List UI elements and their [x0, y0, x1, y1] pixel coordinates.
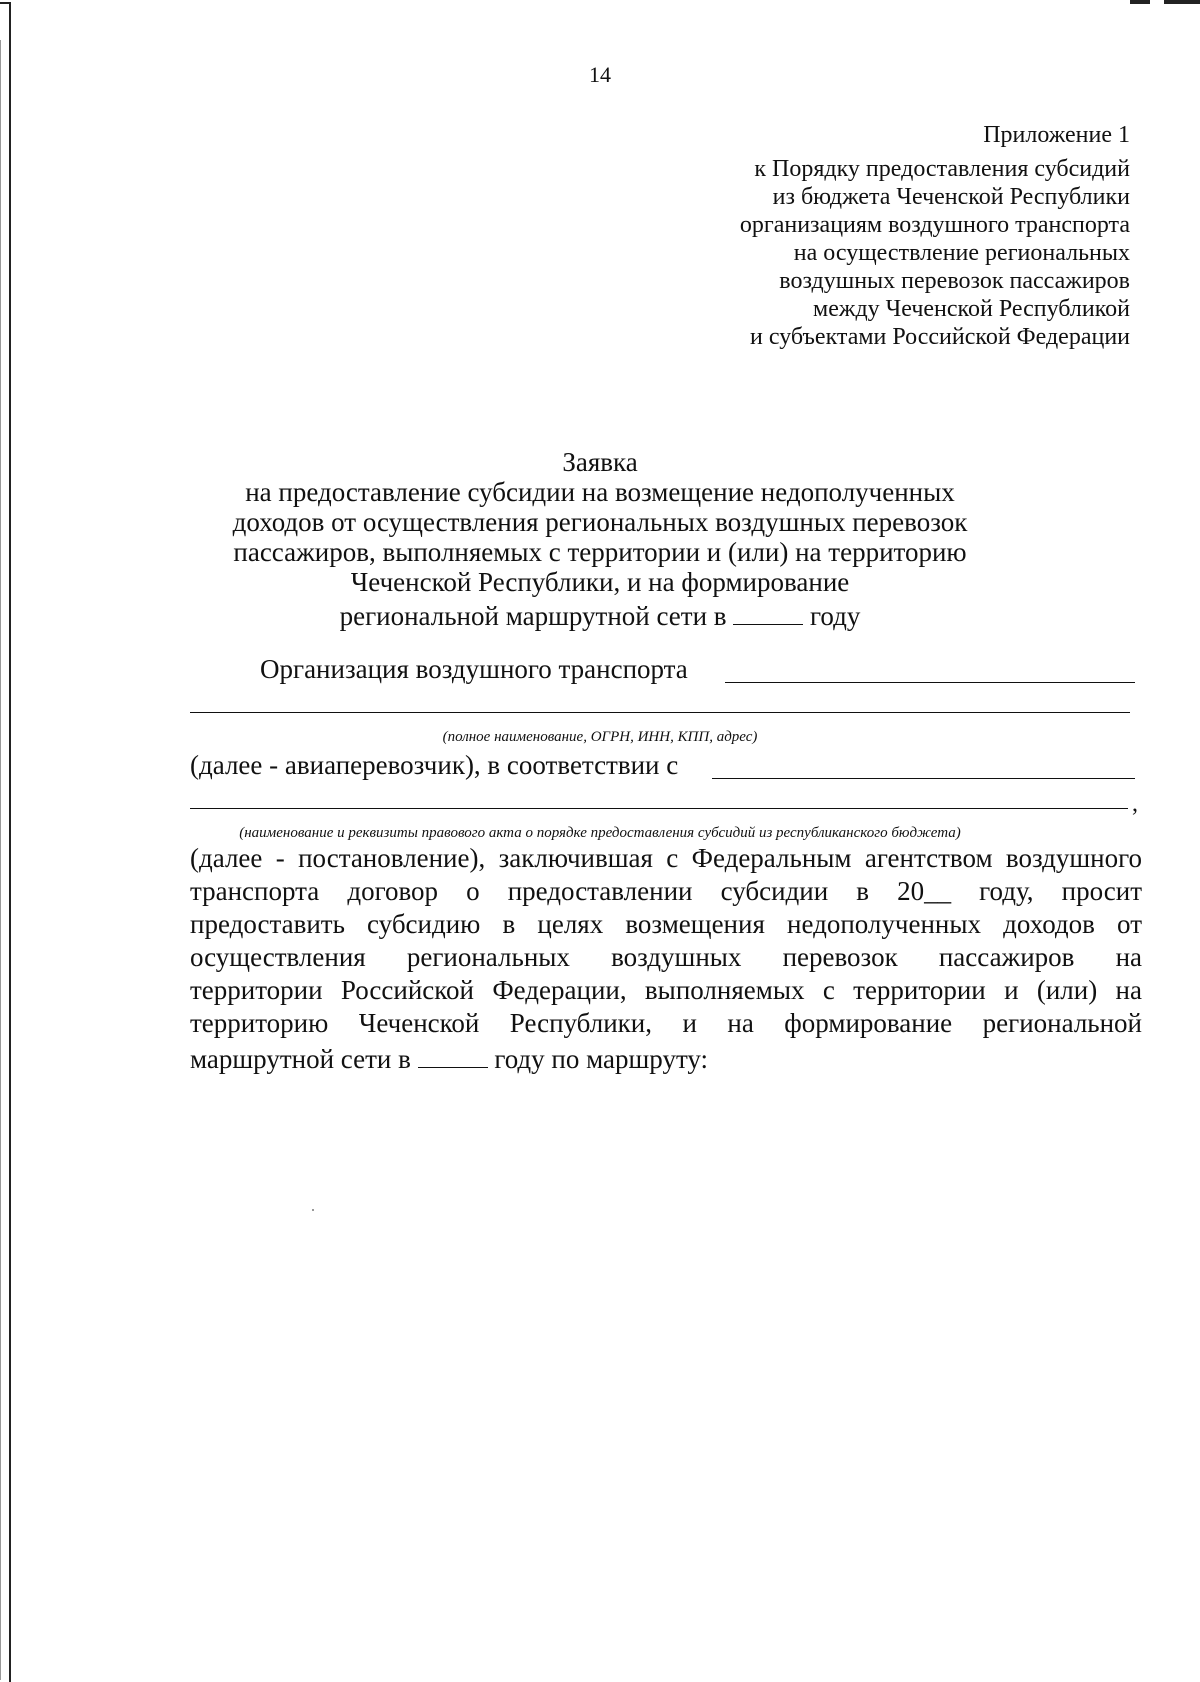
appendix-title: Приложение 1 — [983, 122, 1130, 148]
appendix-line: организациям воздушного транспорта — [739, 212, 1130, 238]
body-line: (далее - постановление), заключившая с Федеральным агентством воздушного — [190, 843, 1142, 873]
legal-act-caption: (наименование и реквизиты правового акта о порядке предоставления субсидий из республиканского бюджета) — [239, 825, 961, 841]
appendix-line: на осуществление региональных — [793, 240, 1130, 266]
scan-edge-marks — [1130, 0, 1200, 6]
appendix-line: к Порядку предоставления субсидий — [754, 156, 1130, 182]
request-text — [190, 842, 1142, 1076]
org-label: Организация воздушного транспорта — [260, 654, 688, 684]
body-line: предоставить субсидию в целях возмещения недополученных доходов от — [190, 909, 1142, 939]
application-line: на предоставление субсидии на возмещение недополученных — [245, 477, 955, 507]
carrier-label: (далее - авиаперевозчик), в соответствии с — [190, 750, 679, 780]
body-line: территории Российской Федерации, выполняемых с территории и (или) на — [190, 975, 1142, 1005]
legal-act-field[interactable] — [712, 778, 1135, 779]
appendix-line: и субъектами Российской Федерации — [750, 324, 1130, 350]
application-line: доходов от осуществления региональных воздушных перевозок — [232, 507, 968, 537]
org-details-field[interactable] — [190, 712, 1130, 713]
page-number: 14 — [589, 62, 611, 87]
scan-speck — [312, 1209, 314, 1211]
application-title: Заявка — [562, 447, 638, 477]
application-last-line: региональной маршрутной сети в году — [0, 597, 1200, 631]
application-heading — [0, 447, 1200, 631]
org-name-field[interactable] — [725, 682, 1135, 683]
body-line: территорию Чеченской Республики, и на формирование региональной — [190, 1008, 1142, 1038]
appendix-line: воздушных перевозок пассажиров — [779, 268, 1130, 294]
application-line: Чеченской Республики, и на формирование — [350, 567, 850, 597]
scan-edge-corner — [0, 2, 10, 4]
scan-edge-line-faint — [0, 40, 1, 1680]
body-line: транспорта договор о предоставлении субсидии в 20__ году, просит — [190, 876, 1142, 906]
scan-edge-line — [9, 2, 11, 1682]
appendix-line: из бюджета Чеченской Республики — [772, 184, 1130, 210]
legal-act-details-field[interactable] — [190, 808, 1128, 809]
body-line: осуществления региональных воздушных перевозок пассажиров на — [190, 942, 1142, 972]
comma: , — [1132, 791, 1138, 817]
appendix-line: между Чеченской Республикой — [813, 296, 1130, 322]
year-blank[interactable] — [733, 597, 803, 625]
org-caption: (полное наименование, ОГРН, ИНН, КПП, адрес) — [442, 729, 758, 745]
body-last-line: маршрутной сети в году по маршруту: — [190, 1040, 1142, 1076]
appendix-header — [740, 121, 1130, 351]
application-line: пассажиров, выполняемых с территории и (или) на территорию — [233, 537, 967, 567]
route-year-blank[interactable] — [418, 1040, 488, 1068]
